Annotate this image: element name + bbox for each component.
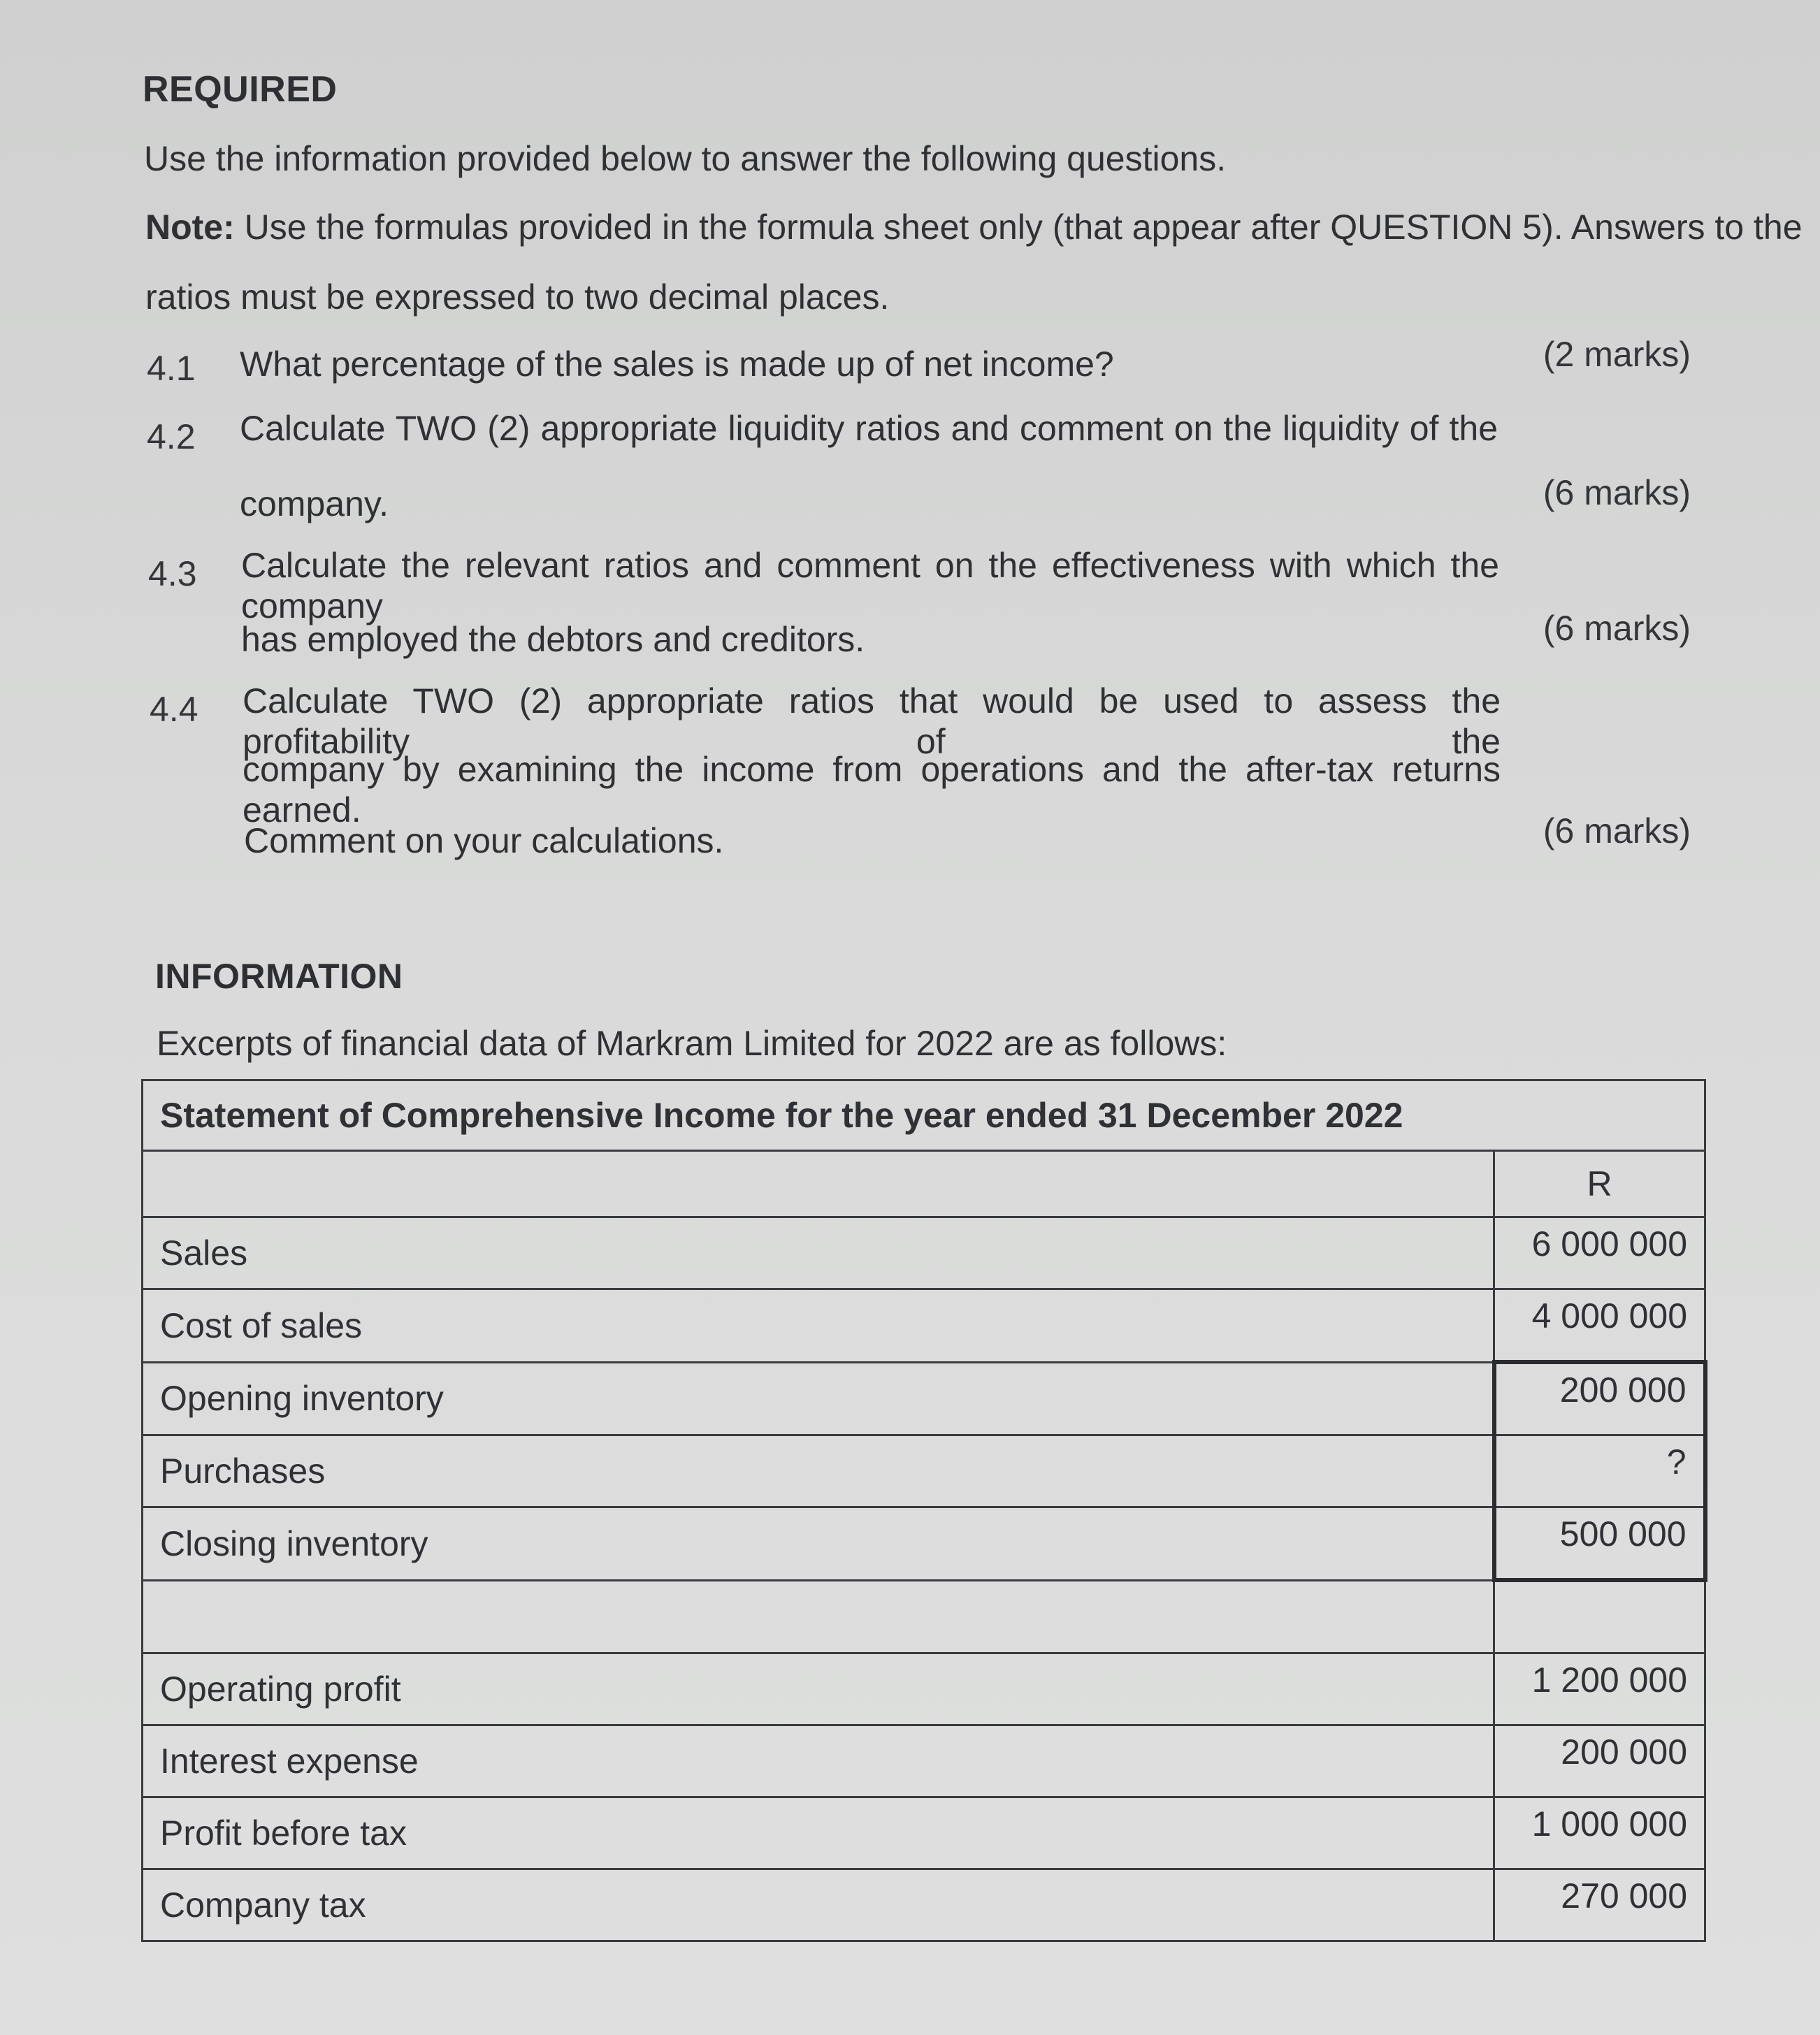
row-label: Opening inventory (143, 1362, 1494, 1435)
question-number: 4.1 (147, 349, 196, 388)
question-number: 4.3 (148, 554, 197, 593)
question-number: 4.4 (150, 690, 198, 729)
information-intro: Excerpts of financial data of Markram Limited for 2022 are as follows: (157, 1024, 1227, 1063)
header-blank-cell (143, 1151, 1494, 1217)
row-label: Operating profit (143, 1653, 1494, 1725)
row-label: Closing inventory (143, 1507, 1494, 1581)
row-label: Interest expense (143, 1725, 1494, 1797)
table-title-row (143, 1080, 1705, 1151)
note-line-1 (145, 207, 1803, 247)
question-text: company. (240, 484, 389, 523)
row-label: Cost of sales (143, 1289, 1494, 1363)
row-amount: 1 000 000 (1494, 1797, 1705, 1869)
row-amount: 200 000 (1494, 1362, 1705, 1435)
row-amount: 1 200 000 (1494, 1653, 1705, 1725)
table-row (143, 1797, 1705, 1869)
row-amount: 500 000 (1494, 1507, 1705, 1581)
row-amount: 4 000 000 (1494, 1289, 1705, 1363)
table-row (143, 1435, 1705, 1507)
statement-title: Statement of Comprehensive Income for the year ended 31 December 2022 (143, 1080, 1705, 1151)
row-label: Sales (143, 1217, 1494, 1289)
table-header-row (143, 1151, 1705, 1217)
table-row (143, 1725, 1705, 1797)
question-text: What percentage of the sales is made up of net income? (240, 345, 1114, 384)
table-row (143, 1362, 1705, 1435)
table-row (143, 1217, 1705, 1289)
table-row (143, 1289, 1705, 1363)
note-label: Note: (145, 208, 235, 247)
row-amount: 270 000 (1494, 1869, 1705, 1941)
table-row (143, 1653, 1705, 1725)
row-amount: 6 000 000 (1494, 1217, 1705, 1289)
table-row (143, 1580, 1705, 1653)
table-row (143, 1507, 1705, 1581)
required-intro: Use the information provided below to answer the following questions. (144, 139, 1227, 178)
question-marks: (6 marks) (1543, 811, 1691, 850)
row-amount: 200 000 (1494, 1725, 1705, 1797)
table-row (143, 1869, 1705, 1941)
question-marks: (6 marks) (1543, 609, 1691, 648)
row-label: Purchases (143, 1435, 1494, 1507)
note-text-1: Use the formulas provided in the formula sheet only (that appear after QUESTION 5). Answers to the (244, 208, 1803, 247)
income-statement-table (141, 1079, 1707, 1942)
question-text: Comment on your calculations. (244, 821, 724, 860)
question-text: has employed the debtors and creditors. (241, 620, 865, 659)
note-line-2: ratios must be expressed to two decimal places. (145, 277, 890, 317)
required-heading: REQUIRED (143, 69, 338, 110)
question-text: company by examining the income from operations and the after-tax returns earned. (243, 750, 1501, 830)
question-number: 4.2 (147, 417, 196, 456)
question-text: Calculate TWO (2) appropriate ratios that would be used to assess the profitability of the (243, 681, 1501, 761)
question-text: Calculate the relevant ratios and comment on the effectiveness with which the company (241, 546, 1499, 625)
question-marks: (2 marks) (1543, 335, 1691, 374)
row-amount: ? (1494, 1435, 1705, 1507)
row-label (143, 1580, 1494, 1653)
information-heading: INFORMATION (155, 957, 403, 996)
question-marks: (6 marks) (1543, 473, 1691, 512)
currency-header: R (1494, 1151, 1705, 1217)
question-text: Calculate TWO (2) appropriate liquidity ratios and comment on the liquidity of the (240, 409, 1498, 448)
row-label: Profit before tax (143, 1797, 1494, 1869)
row-label: Company tax (143, 1869, 1494, 1941)
row-amount (1494, 1580, 1705, 1653)
